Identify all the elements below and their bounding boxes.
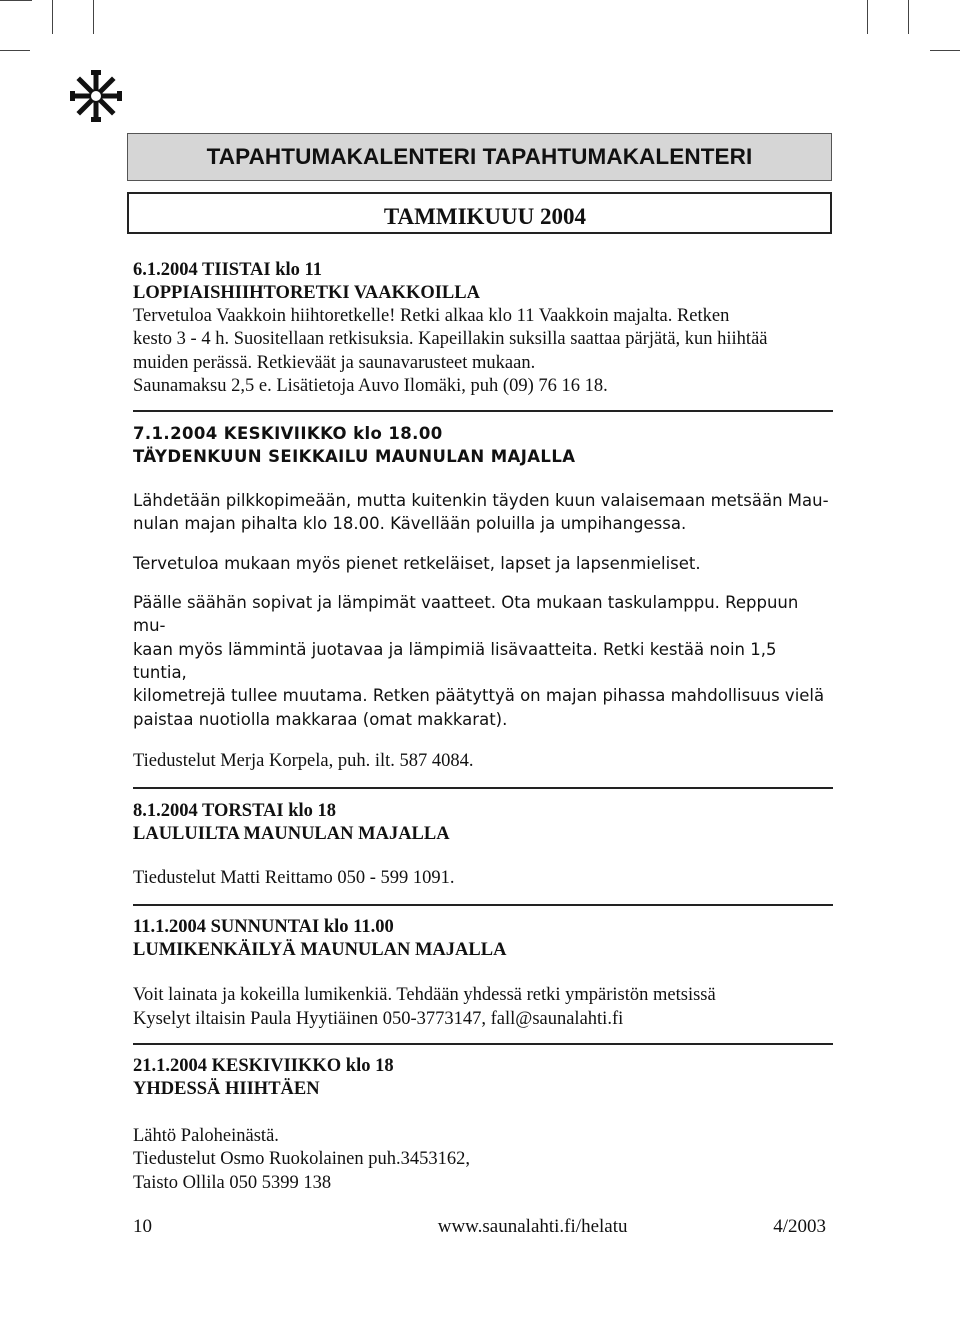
event-text-line: Saunamaksu 2,5 e. Lisätietoja Auvo Ilomäki, puh (09) 76 16 18. bbox=[133, 375, 608, 396]
event-text-line: muiden perässä. Retkieväät ja saunavarusteet mukaan. bbox=[133, 352, 536, 373]
crop-mark bbox=[908, 0, 909, 34]
event-text-line: Tiedustelut Merja Korpela, puh. ilt. 587 4084. bbox=[133, 750, 474, 771]
event-title: LAULUILTA MAUNULAN MAJALLA bbox=[133, 824, 450, 845]
snowflake-icon bbox=[70, 70, 122, 122]
event-text-line: Päälle säähän sopivat ja lämpimät vaatteet. Ota mukaan taskulamppu. Reppuun mu- bbox=[133, 593, 799, 636]
event-text-line: Tiedustelut Osmo Ruokolainen puh.3453162, bbox=[133, 1149, 470, 1170]
footer-url[interactable]: www.saunalahti.fi/helatu bbox=[437, 1216, 628, 1237]
event-text-line: Voit lainata ja kokeilla lumikenkiä. Tehdään yhdessä retki ympäristön metsissä bbox=[133, 985, 716, 1006]
event-text-line: nulan majan pihalta klo 18.00. Kävellään poluilla ja umpihangessa. bbox=[133, 514, 687, 534]
crop-mark bbox=[0, 0, 32, 1]
event-divider bbox=[133, 787, 833, 789]
crop-mark bbox=[52, 0, 53, 34]
event-title: YHDESSÄ HIIHTÄEN bbox=[133, 1079, 320, 1100]
event-divider bbox=[133, 410, 833, 412]
event-list bbox=[133, 259, 833, 1195]
event-text-line: kaan myös lämmintä juotavaa ja lämpimiä lisävaatteita. Retki kestää noin 1,5 tuntia, bbox=[133, 639, 777, 682]
event-text-line: kilometrejä tullee muutama. Retken päätyttyä on majan pihassa mahdollisuus vielä bbox=[133, 686, 825, 706]
event-item bbox=[133, 1055, 833, 1195]
event-text-line: Lähdetään pilkkopimeään, mutta kuitenkin täyden kuun valaisemaan metsään Mau- bbox=[133, 491, 829, 511]
event-divider bbox=[133, 1043, 833, 1045]
crop-mark bbox=[93, 0, 94, 34]
month-box bbox=[127, 192, 832, 234]
event-text-line: kesto 3 - 4 h. Suositellaan retkisuksia. Kapeillakin suksilla saattaa pärjätä, kun hiihtää bbox=[133, 329, 768, 350]
crop-mark bbox=[0, 50, 30, 51]
crop-mark bbox=[930, 50, 960, 51]
event-title: LUMIKENKÄILYÄ MAUNULAN MAJALLA bbox=[133, 940, 507, 961]
event-title: LOPPIAISHIIHTORETKI VAAKKOILLA bbox=[133, 283, 480, 303]
event-text-line: paistaa nuotiolla makkaraa (omat makkarat). bbox=[133, 709, 508, 729]
event-date: 21.1.2004 KESKIVIIKKO klo 18 bbox=[133, 1056, 394, 1077]
month-title: TAMMIKUUU 2004 bbox=[383, 204, 586, 229]
event-date: 6.1.2004 TIISTAI klo 11 bbox=[133, 260, 323, 280]
event-text-line: Kyselyt iltaisin Paula Hyytiäinen 050-3773147, fall@saunalahti.fi bbox=[133, 1008, 624, 1029]
event-text-line: Tervetuloa Vaakkoin hiihtoretkelle! Retki alkaa klo 11 Vaakkoin majalta. Retken bbox=[133, 306, 730, 326]
event-date: 8.1.2004 TORSTAI klo 18 bbox=[133, 801, 337, 822]
event-date: 11.1.2004 SUNNUNTAI klo 11.00 bbox=[133, 917, 394, 938]
crop-mark bbox=[867, 0, 868, 34]
event-date: 7.1.2004 KESKIVIIKKO klo 18.00 bbox=[133, 424, 443, 444]
event-text-line: Tiedustelut Matti Reittamo 050 - 599 1091. bbox=[133, 868, 455, 889]
page-banner: TAPAHTUMAKALENTERI TAPAHTUMAKALENTERI bbox=[127, 133, 832, 181]
event-title: TÄYDENKUUN SEIKKAILU MAUNULAN MAJALLA bbox=[133, 447, 576, 467]
event-item bbox=[133, 916, 833, 1031]
page-number: 10 bbox=[133, 1216, 152, 1237]
event-text-line: Tervetuloa mukaan myös pienet retkeläiset, lapset ja lapsenmieliset. bbox=[133, 553, 701, 573]
event-item bbox=[133, 259, 833, 398]
event-text-line: Lähtö Paloheinästä. bbox=[133, 1126, 279, 1147]
event-item bbox=[133, 800, 833, 890]
page-footer bbox=[133, 1216, 826, 1238]
event-item bbox=[133, 422, 833, 773]
event-text-line: Taisto Ollila 050 5399 138 bbox=[133, 1172, 332, 1193]
issue-number: 4/2003 bbox=[773, 1216, 826, 1237]
event-divider bbox=[133, 904, 833, 906]
